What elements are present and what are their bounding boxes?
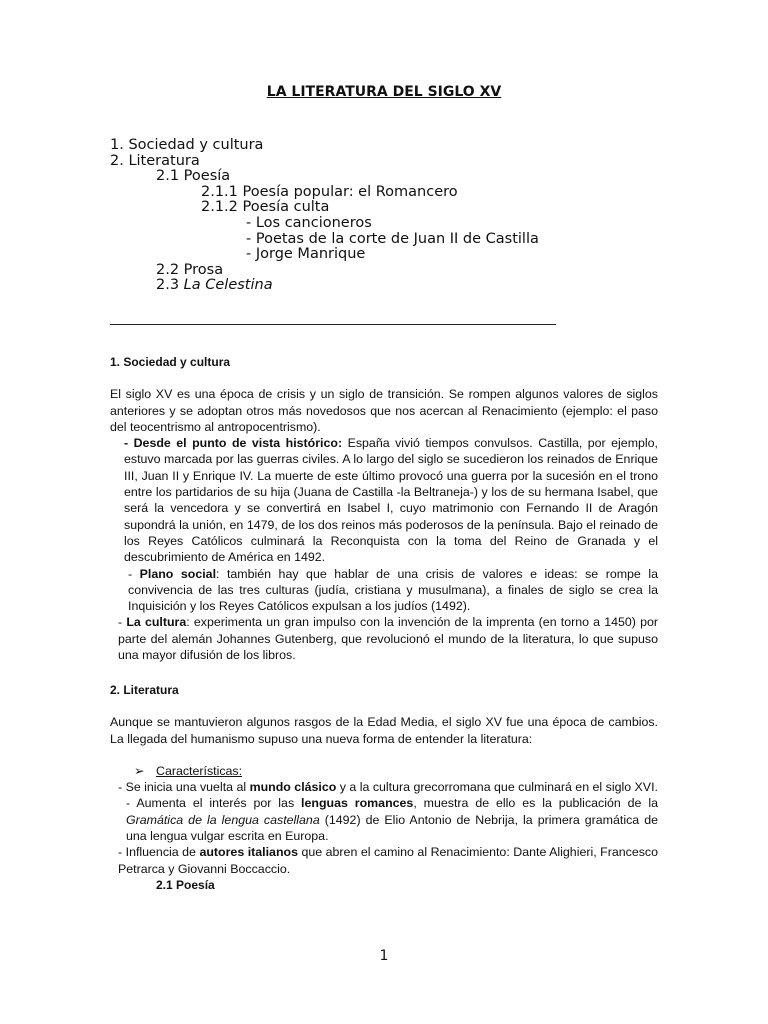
table-of-contents xyxy=(110,138,539,294)
toc-item: 2. Literatura xyxy=(110,152,200,169)
dash: - xyxy=(118,615,127,630)
paragraph-text: (1492) de Elio Antonio de Nebrija, la primera gramática de una lengua vulgar escrita en Europa. xyxy=(126,812,658,844)
toc-item: 1. Sociedad y cultura xyxy=(110,137,264,153)
document-title: LA LITERATURA DEL SIGLO XV xyxy=(266,84,502,100)
dash: - xyxy=(128,566,140,581)
toc-item: 2.1.2 Poesía culta xyxy=(201,199,330,216)
characteristics-label: Características: xyxy=(156,763,243,778)
paragraph xyxy=(110,795,658,844)
paragraph-text: - Aumenta el interés por las xyxy=(126,796,302,811)
bullet-heading xyxy=(110,763,658,779)
toc-item: 2.1.1 Poesía popular: el Romancero xyxy=(201,183,458,200)
section-1 xyxy=(110,354,658,663)
toc-item-italic: La Celestina xyxy=(183,277,273,294)
paragraph-text: : también hay que hablar de una crisis de valores e ideas: se rompe la convivencia de las tres culturas (judía, cristiana y musulmana), a finales de siglo se crea la Inquisición y los Reyes Católicos expulsan a los judíos (1492). xyxy=(128,566,658,614)
section-heading: 1. Sociedad y cultura xyxy=(110,355,231,369)
paragraph xyxy=(110,779,658,795)
toc-item: - Los cancioneros xyxy=(246,214,372,231)
toc-item-prefix: 2.3 xyxy=(156,277,184,294)
paragraph-text: España vivió tiempos convulsos. Castilla, por ejemplo, estuvo marcada por las guerras civiles. A lo largo del siglo se sucedieron los reinados de Enrique III, Juan II y Enrique IV. La muerte de este último provocó una guerra por la sucesión en el trono entre los partidarios de su hija (Juana de Castilla -la Beltraneja-) y los de su hermana Isabel, que será la vencedora y se convertirá en Isabel I, cuyo matrimonio con Fernando II de Aragón supondrá la unión, en 1479, de los dos reinos más poderosos de la península. Bajo el reinado de los Reyes Católicos culminará la Reconquista con la toma del Reino de Granada y el descubrimiento de América en 1492. xyxy=(124,436,659,565)
section-heading: 2. Literatura xyxy=(110,683,179,697)
paragraph-text: , muestra de ello es la publicación de la xyxy=(413,796,658,811)
bold-label: La cultura xyxy=(126,615,187,630)
bold-label: autores italianos xyxy=(199,845,298,860)
paragraph: El siglo XV es una época de crisis y un siglo de transición. Se rompen algunos valores de siglos anteriores y se adoptan otros más novedosos que nos acercan al Renacimiento (ejemplo: el paso del teocentrismo al antropocentrismo). xyxy=(110,387,658,434)
toc-item: - Jorge Manrique xyxy=(246,246,366,263)
paragraph: Aunque se mantuvieron algunos rasgos de la Edad Media, el siglo XV fue una época de cambios. La llegada del humanismo supuso una nueva forma de entender la literatura: xyxy=(110,715,658,746)
paragraph-text: que abren el camino al Renacimiento: Dante Alighieri, Francesco Petrarca y Giovanni Boccaccio. xyxy=(118,845,659,876)
toc-item: 2.2 Prosa xyxy=(156,261,224,278)
italic-title: Gramática de la lengua castellana xyxy=(126,812,320,827)
toc-item xyxy=(110,278,539,294)
paragraph xyxy=(110,435,658,565)
toc-item: 2.1 Poesía xyxy=(156,168,231,185)
paragraph-text: - Influencia de xyxy=(118,845,200,860)
subsection-heading: 2.1 Poesía xyxy=(156,877,215,892)
bold-label: lenguas romances xyxy=(301,796,414,811)
paragraph xyxy=(110,614,658,663)
horizontal-divider xyxy=(110,324,556,325)
bold-label: Plano social xyxy=(139,566,217,581)
paragraph-text: - Se inicia una vuelta al xyxy=(118,780,250,795)
toc-item: - Poetas de la corte de Juan II de Castilla xyxy=(246,230,539,247)
bold-label: mundo clásico xyxy=(249,780,337,795)
section-2 xyxy=(110,682,658,893)
paragraph xyxy=(110,844,658,877)
arrow-bullet-icon: ➢ xyxy=(134,763,145,778)
page-number: 1 xyxy=(379,948,389,964)
paragraph xyxy=(110,566,658,615)
bold-label: - Desde el punto de vista histórico: xyxy=(124,436,343,451)
paragraph-text: y a la cultura grecorromana que culminará en el siglo XVI. xyxy=(336,780,658,795)
paragraph-text: : experimenta un gran impulso con la invención de la imprenta (en torno a 1450) por parte del alemán Johannes Gutenberg, que revolucionó el mundo de la literatura, lo que supuso una mayor difusión de los libros. xyxy=(118,615,659,663)
